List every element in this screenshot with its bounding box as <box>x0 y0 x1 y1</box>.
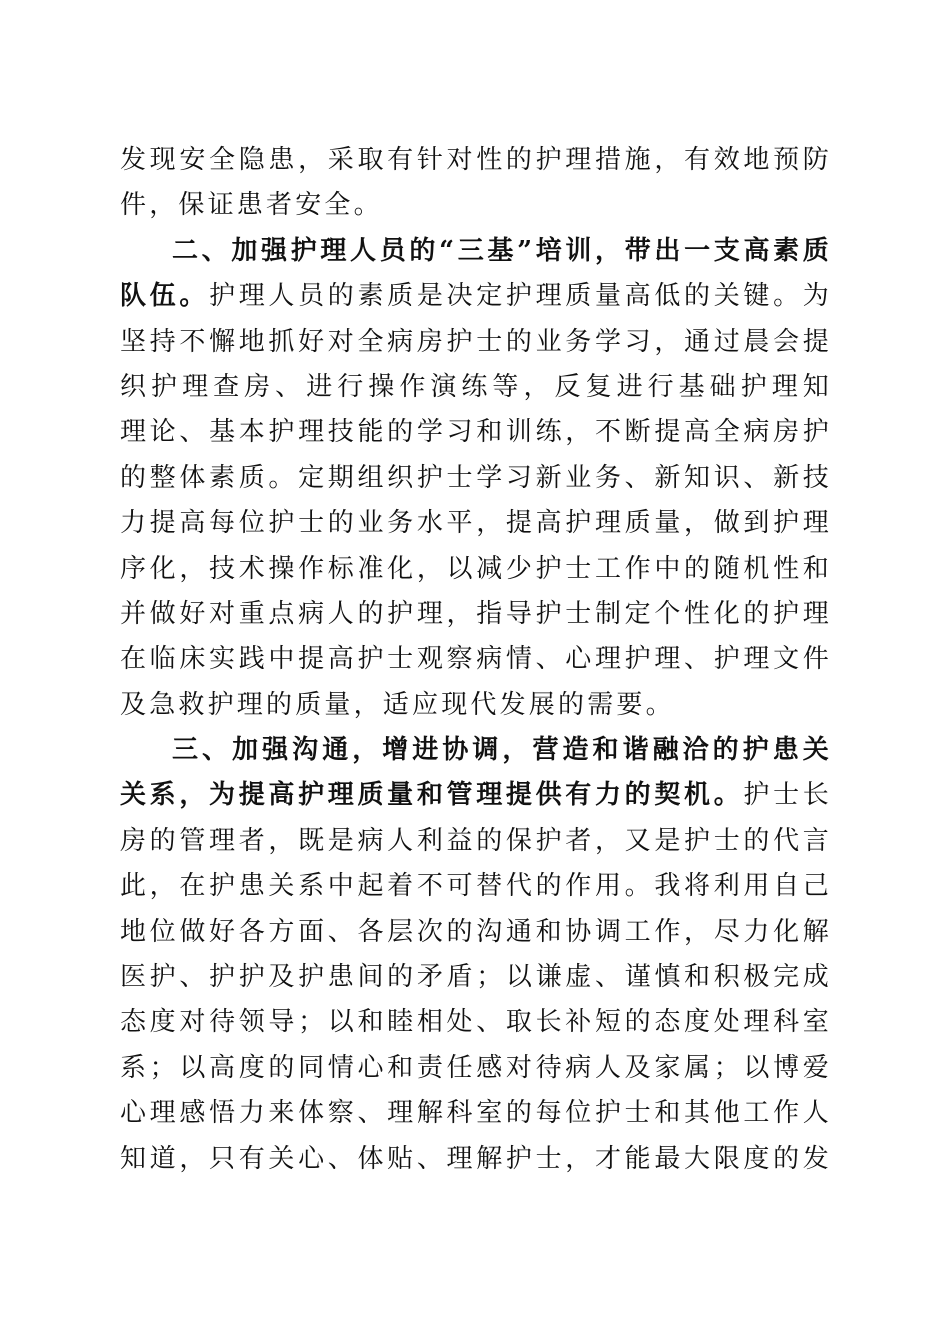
text-line: 房的管理者，既是病人利益的保护者，又是护士的代言 <box>120 825 832 856</box>
text-line: 件，保证患者安全。 <box>120 190 383 221</box>
text-line <box>120 274 832 319</box>
text-line: 发现安全隐患，采取有针对性的护理措施，有效地预防 <box>120 145 832 175</box>
text-line: 态度对待领导；以和睦相处、取长补短的态度处理科室 <box>120 1007 832 1038</box>
text-line: 在临床实践中提高护士观察病情、心理护理、护理文件 <box>120 644 832 675</box>
text-line: 织护理查房、进行操作演练等，反复进行基础护理知 <box>120 371 832 402</box>
text-line: 心理感悟力来体察、理解科室的每位护士和其他工作人 <box>120 1098 832 1129</box>
section-heading-end: 队伍。 <box>120 281 210 312</box>
text-line: 序化，技术操作标准化，以减少护士工作中的随机性和 <box>120 553 832 584</box>
section-heading: 二、加强护理人员的“三基”培训，带出一支高素质 <box>172 235 832 266</box>
text-line: 知道，只有关心、体贴、理解护士，才能最大限度的发 <box>120 1143 832 1174</box>
text-run: 护士长 <box>743 780 832 811</box>
text-line: 医护、护护及护患间的矛盾；以谦虚、谨慎和积极完成 <box>120 962 832 993</box>
text-run: 护理人员的素质是决定护理质量高低的关键。为 <box>209 281 832 312</box>
document-body <box>120 138 832 1182</box>
text-line: 坚持不懈地抓好对全病房护士的业务学习，通过晨会提 <box>120 326 832 357</box>
text-line: 力提高每位护士的业务水平，提高护理质量，做到护理 <box>120 508 832 539</box>
text-line: 及急救护理的质量，适应现代发展的需要。 <box>120 689 675 720</box>
section-heading: 三、加强沟通，增进协调，营造和谐融洽的护患关 <box>172 735 832 766</box>
section-heading-end: 关系，为提高护理质量和管理提供有力的契机。 <box>120 780 744 811</box>
text-line: 系；以高度的同情心和责任感对待病人及家属；以博爱 <box>120 1052 832 1083</box>
text-line: 的整体素质。定期组织护士学习新业务、新知识、新技 <box>120 462 832 493</box>
text-line: 地位做好各方面、各层次的沟通和协调工作，尽力化解 <box>120 916 832 947</box>
text-line: 并做好对重点病人的护理，指导护士制定个性化的护理 <box>120 598 832 629</box>
text-line: 此，在护患关系中起着不可替代的作用。我将利用自己 <box>120 871 832 902</box>
text-line <box>120 773 832 818</box>
text-line: 理论、基本护理技能的学习和训练，不断提高全病房护 <box>120 417 832 448</box>
